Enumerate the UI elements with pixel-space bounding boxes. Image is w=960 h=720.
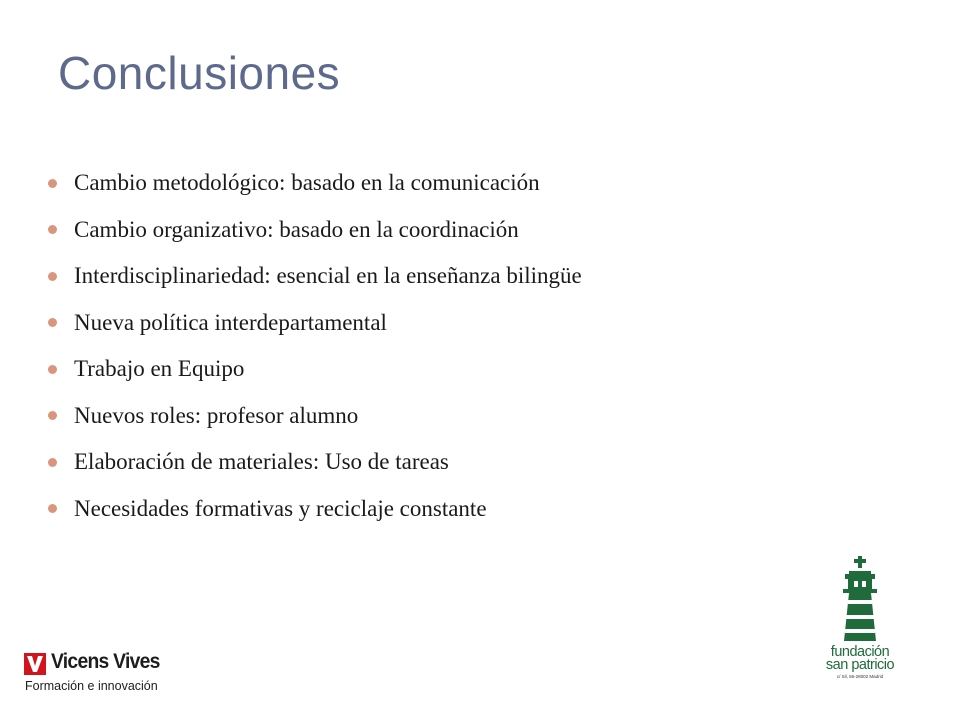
bullet-text: Nuevos roles: profesor alumno bbox=[74, 402, 359, 428]
bullet-text: Cambio organizativo: basado en la coordinación bbox=[74, 216, 519, 242]
bullet-item bbox=[46, 393, 582, 440]
bullet-text: Elaboración de materiales: Uso de tareas bbox=[74, 449, 449, 475]
vicens-vives-mark-icon bbox=[24, 653, 46, 675]
bullet-list bbox=[46, 160, 582, 532]
bullet-item bbox=[46, 253, 582, 300]
vicens-vives-tagline: Formación e innovación bbox=[25, 679, 158, 693]
bullet-dot-icon bbox=[48, 411, 57, 420]
bullet-item bbox=[46, 439, 582, 486]
bullet-dot-icon bbox=[48, 504, 57, 513]
bullet-item bbox=[46, 160, 582, 207]
bullet-item bbox=[46, 346, 582, 393]
slide-title: Conclusiones bbox=[58, 47, 341, 99]
fundacion-san-patricio-logo bbox=[810, 555, 910, 685]
bullet-text: Trabajo en Equipo bbox=[74, 356, 245, 382]
bullet-text: Nueva política interdepartamental bbox=[74, 309, 387, 335]
bullet-dot-icon bbox=[48, 272, 57, 281]
bullet-text: Necesidades formativas y reciclaje constante bbox=[74, 495, 487, 521]
bullet-item bbox=[46, 486, 582, 533]
lighthouse-icon bbox=[832, 555, 888, 645]
bullet-dot-icon bbox=[48, 179, 57, 188]
bullet-text: Cambio metodológico: basado en la comunicación bbox=[74, 170, 540, 196]
fundacion-name-line1: fundación bbox=[830, 644, 890, 660]
bullet-item bbox=[46, 300, 582, 347]
bullet-dot-icon bbox=[48, 225, 57, 234]
bullet-dot-icon bbox=[48, 458, 57, 467]
bullet-text: Interdisciplinariedad: esencial en la enseñanza bilingüe bbox=[74, 263, 582, 289]
vicens-vives-name: Vicens Vives bbox=[51, 650, 160, 673]
fundacion-address: c/ Sil, 56-28002 Madrid bbox=[836, 674, 884, 679]
fundacion-name-line2: san patricio bbox=[825, 657, 895, 673]
vicens-vives-logo bbox=[24, 650, 184, 700]
bullet-dot-icon bbox=[48, 318, 57, 327]
bullet-dot-icon bbox=[48, 365, 57, 374]
bullet-item bbox=[46, 207, 582, 254]
